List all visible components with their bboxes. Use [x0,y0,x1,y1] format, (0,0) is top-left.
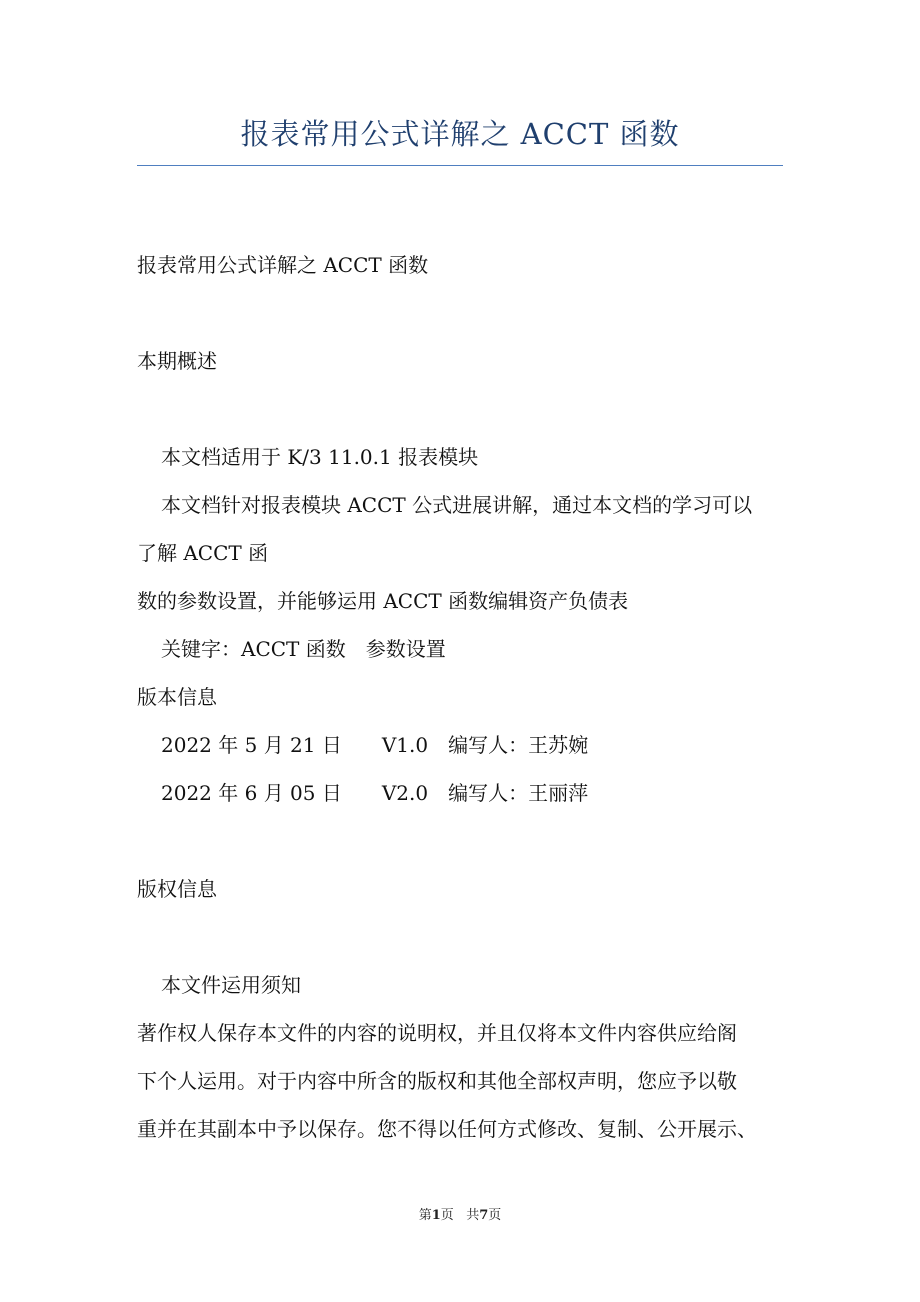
copyright-line-1: 著作权人保存本文件的内容的说明权，并且仅将本文件内容供应给阁 [137,1021,737,1045]
applicability-text: 本文档适用于 K/3 11.0.1 报表模块 [161,445,479,469]
document-title: 报表常用公式详解之 ACCT 函数 [240,117,680,151]
version-number: V2.0 [381,781,429,805]
version-date: 2022 年 5 月 21 日 [161,733,342,757]
overview-heading: 本期概述 [137,349,217,373]
version-author: 编写人：王丽萍 [448,781,589,805]
version-row [161,777,811,809]
keywords-line [161,633,811,665]
version-heading: 版本信息 [137,685,217,709]
version-date: 2022 年 6 月 05 日 [161,781,342,805]
subtitle: 报表常用公式详解之 ACCT 函数 [137,253,429,277]
description-line-2: 了解 ACCT 函 [137,541,269,565]
version-row [161,729,811,761]
keywords-value: 参数设置 [365,637,446,661]
version-number: V1.0 [381,733,429,757]
copyright-heading: 版权信息 [137,877,217,901]
title-divider [137,165,783,166]
description-line-1: 本文档针对报表模块 ACCT 公式进展讲解，通过本文档的学习可以 [161,493,753,517]
page-footer [0,1206,920,1226]
copyright-line-2: 下个人运用。对于内容中所含的版权和其他全部权声明，您应予以敬 [137,1069,737,1093]
page-mid: 页 共 [440,1208,480,1223]
description-line-3: 数的参数设置，并能够运用 ACCT 函数编辑资产负债表 [137,589,629,613]
version-author: 编写人：王苏婉 [448,733,589,757]
copyright-line-3: 重并在其副本中予以保存。您不得以任何方式修改、复制、公开展示、 [137,1117,757,1141]
page-current: 1 [431,1208,441,1223]
usage-heading: 本文件运用须知 [161,973,301,997]
page-prefix: 第 [418,1208,432,1223]
keywords-label: 关键字：ACCT 函数 [161,637,346,661]
page-suffix: 页 [488,1208,502,1223]
page-total: 7 [479,1208,489,1223]
